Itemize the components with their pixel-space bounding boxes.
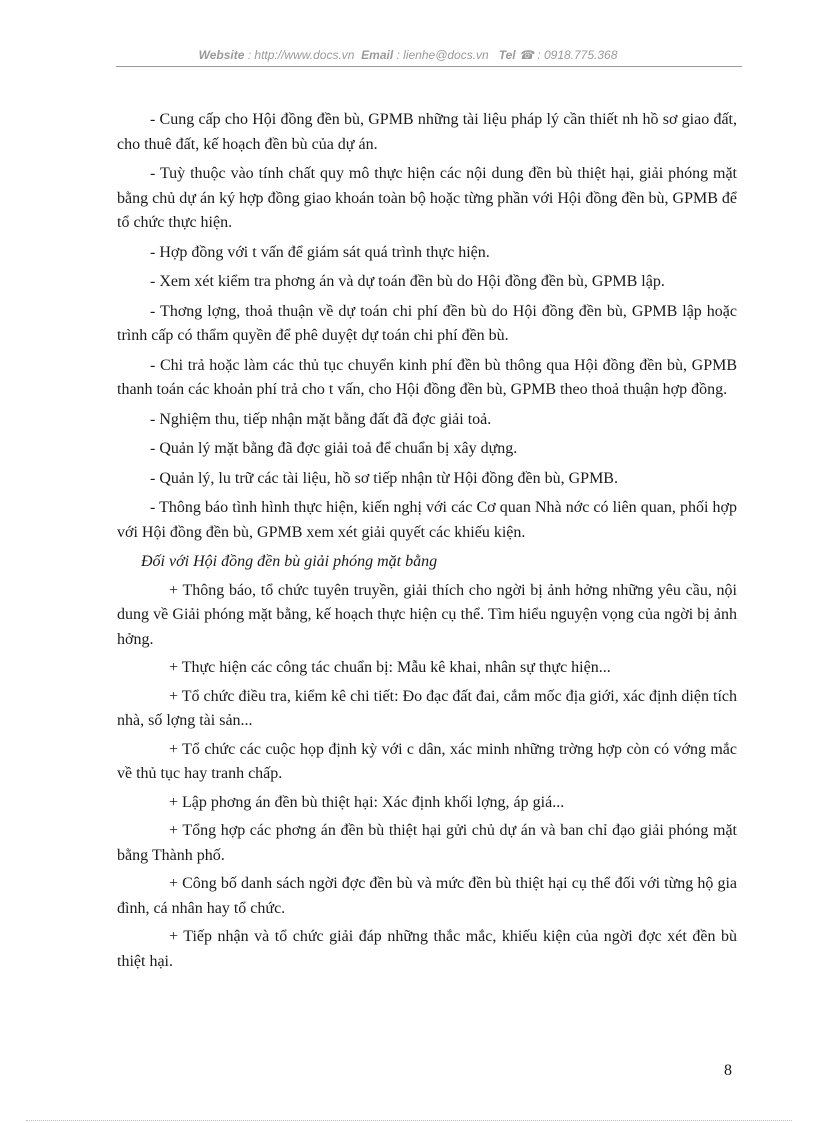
paragraph: - Tuỳ thuộc vào tính chất quy mô thực hiện các nội dung đền bù thiệt hại, giải phóng mặt bằng chủ dự án ký hợp đồng giao khoán toàn bộ hoặc từng phần với Hội đồng đền bù, GPMB để tổ chức thực hiện. bbox=[117, 165, 737, 231]
paragraph: - Cung cấp cho Hội đồng đền bù, GPMB những tài liệu pháp lý cần thiết nh hồ sơ giao đất, cho thuê đất, kế hoạch đền bù của dự án. bbox=[117, 111, 737, 153]
paragraph: - Nghiệm thu, tiếp nhận mặt bằng đất đã đợc giải toả. bbox=[150, 410, 492, 428]
paragraph: - Xem xét kiểm tra phơng án và dự toán đền bù do Hội đồng đền bù, GPMB lập. bbox=[150, 273, 665, 290]
paragraph: - Thơng lợng, thoả thuận về dự toán chi phí đền bù do Hội đồng đền bù, GPMB lập hoặc trình cấp có thẩm quyền để phê duyệt dự toán chi phí đền bù. bbox=[117, 302, 737, 344]
phone-icon: ☎ bbox=[519, 48, 534, 62]
section-heading: Đối với Hội đồng đền bù giải phóng mặt bằng bbox=[141, 553, 438, 570]
list-item: + Tiếp nhận và tổ chức giải đáp những thắc mắc, khiếu kiện của ngời đợc xét đền bù thiệt hại. bbox=[117, 928, 737, 970]
list-item: + Tổ chức điều tra, kiểm kê chi tiết: Đo đạc đất đai, cắm mốc địa giới, xác định diện tích nhà, số lợng tài sản... bbox=[117, 687, 737, 729]
list-item: + Thực hiện các công tác chuẩn bị: Mẫu kê khai, nhân sự thực hiện... bbox=[169, 659, 611, 676]
email-value: : lienhe@docs.vn bbox=[396, 48, 489, 62]
footer-divider bbox=[26, 1120, 792, 1121]
website-value: : http://www.docs.vn bbox=[247, 48, 355, 62]
paragraph: - Chi trả hoặc làm các thủ tục chuyển kinh phí đền bù thông qua Hội đồng đền bù, GPMB thanh toán các khoản phí trả cho t vấn, cho Hội đồng đền bù, GPMB theo thoả thuận hợp đồng. bbox=[117, 356, 737, 398]
header-divider bbox=[116, 66, 742, 67]
list-item: + Tổ chức các cuộc họp định kỳ với c dân, xác minh những trờng hợp còn có vớng mắc về thủ tục hay tranh chấp. bbox=[117, 740, 737, 782]
page-number: 8 bbox=[724, 1062, 732, 1079]
email-label: Email bbox=[361, 48, 394, 62]
paragraph: - Quản lý, lu trữ các tài liệu, hồ sơ tiếp nhận từ Hội đồng đền bù, GPMB. bbox=[150, 469, 618, 487]
tel-label: Tel bbox=[498, 48, 516, 62]
document-body bbox=[117, 108, 737, 978]
paragraph: - Quản lý mặt bằng đã đợc giải toả để chuẩn bị xây dựng. bbox=[150, 440, 518, 457]
list-item: + Tổng hợp các phơng án đền bù thiệt hại gửi chủ dự án và ban chỉ đạo giải phóng mặt bằng Thành phố. bbox=[117, 822, 737, 864]
list-item: + Công bố danh sách ngời đợc đền bù và mức đền bù thiệt hại cụ thể đối với từng hộ gia đình, cá nhân hay tổ chức. bbox=[117, 875, 737, 917]
page-header bbox=[0, 48, 816, 62]
paragraph: - Hợp đồng với t vấn để giám sát quá trình thực hiện. bbox=[150, 243, 490, 261]
list-item: + Thông báo, tổ chức tuyên truyền, giải thích cho ngời bị ảnh hởng những yêu cầu, nội dung về Giải phóng mặt bằng, kế hoạch thực hiện cụ thể. Tìm hiểu nguyện vọng của ngời bị ảnh hởng. bbox=[117, 581, 737, 648]
website-label: Website bbox=[198, 48, 245, 62]
list-item: + Lập phơng án đền bù thiệt hại: Xác định khối lợng, áp giá... bbox=[169, 793, 565, 811]
tel-value: : 0918.775.368 bbox=[537, 48, 618, 62]
paragraph: - Thông báo tình hình thực hiện, kiến nghị với các Cơ quan Nhà nớc có liên quan, phối hợp với Hội đồng đền bù, GPMB xem xét giải quyết các khiếu kiện. bbox=[117, 499, 737, 541]
